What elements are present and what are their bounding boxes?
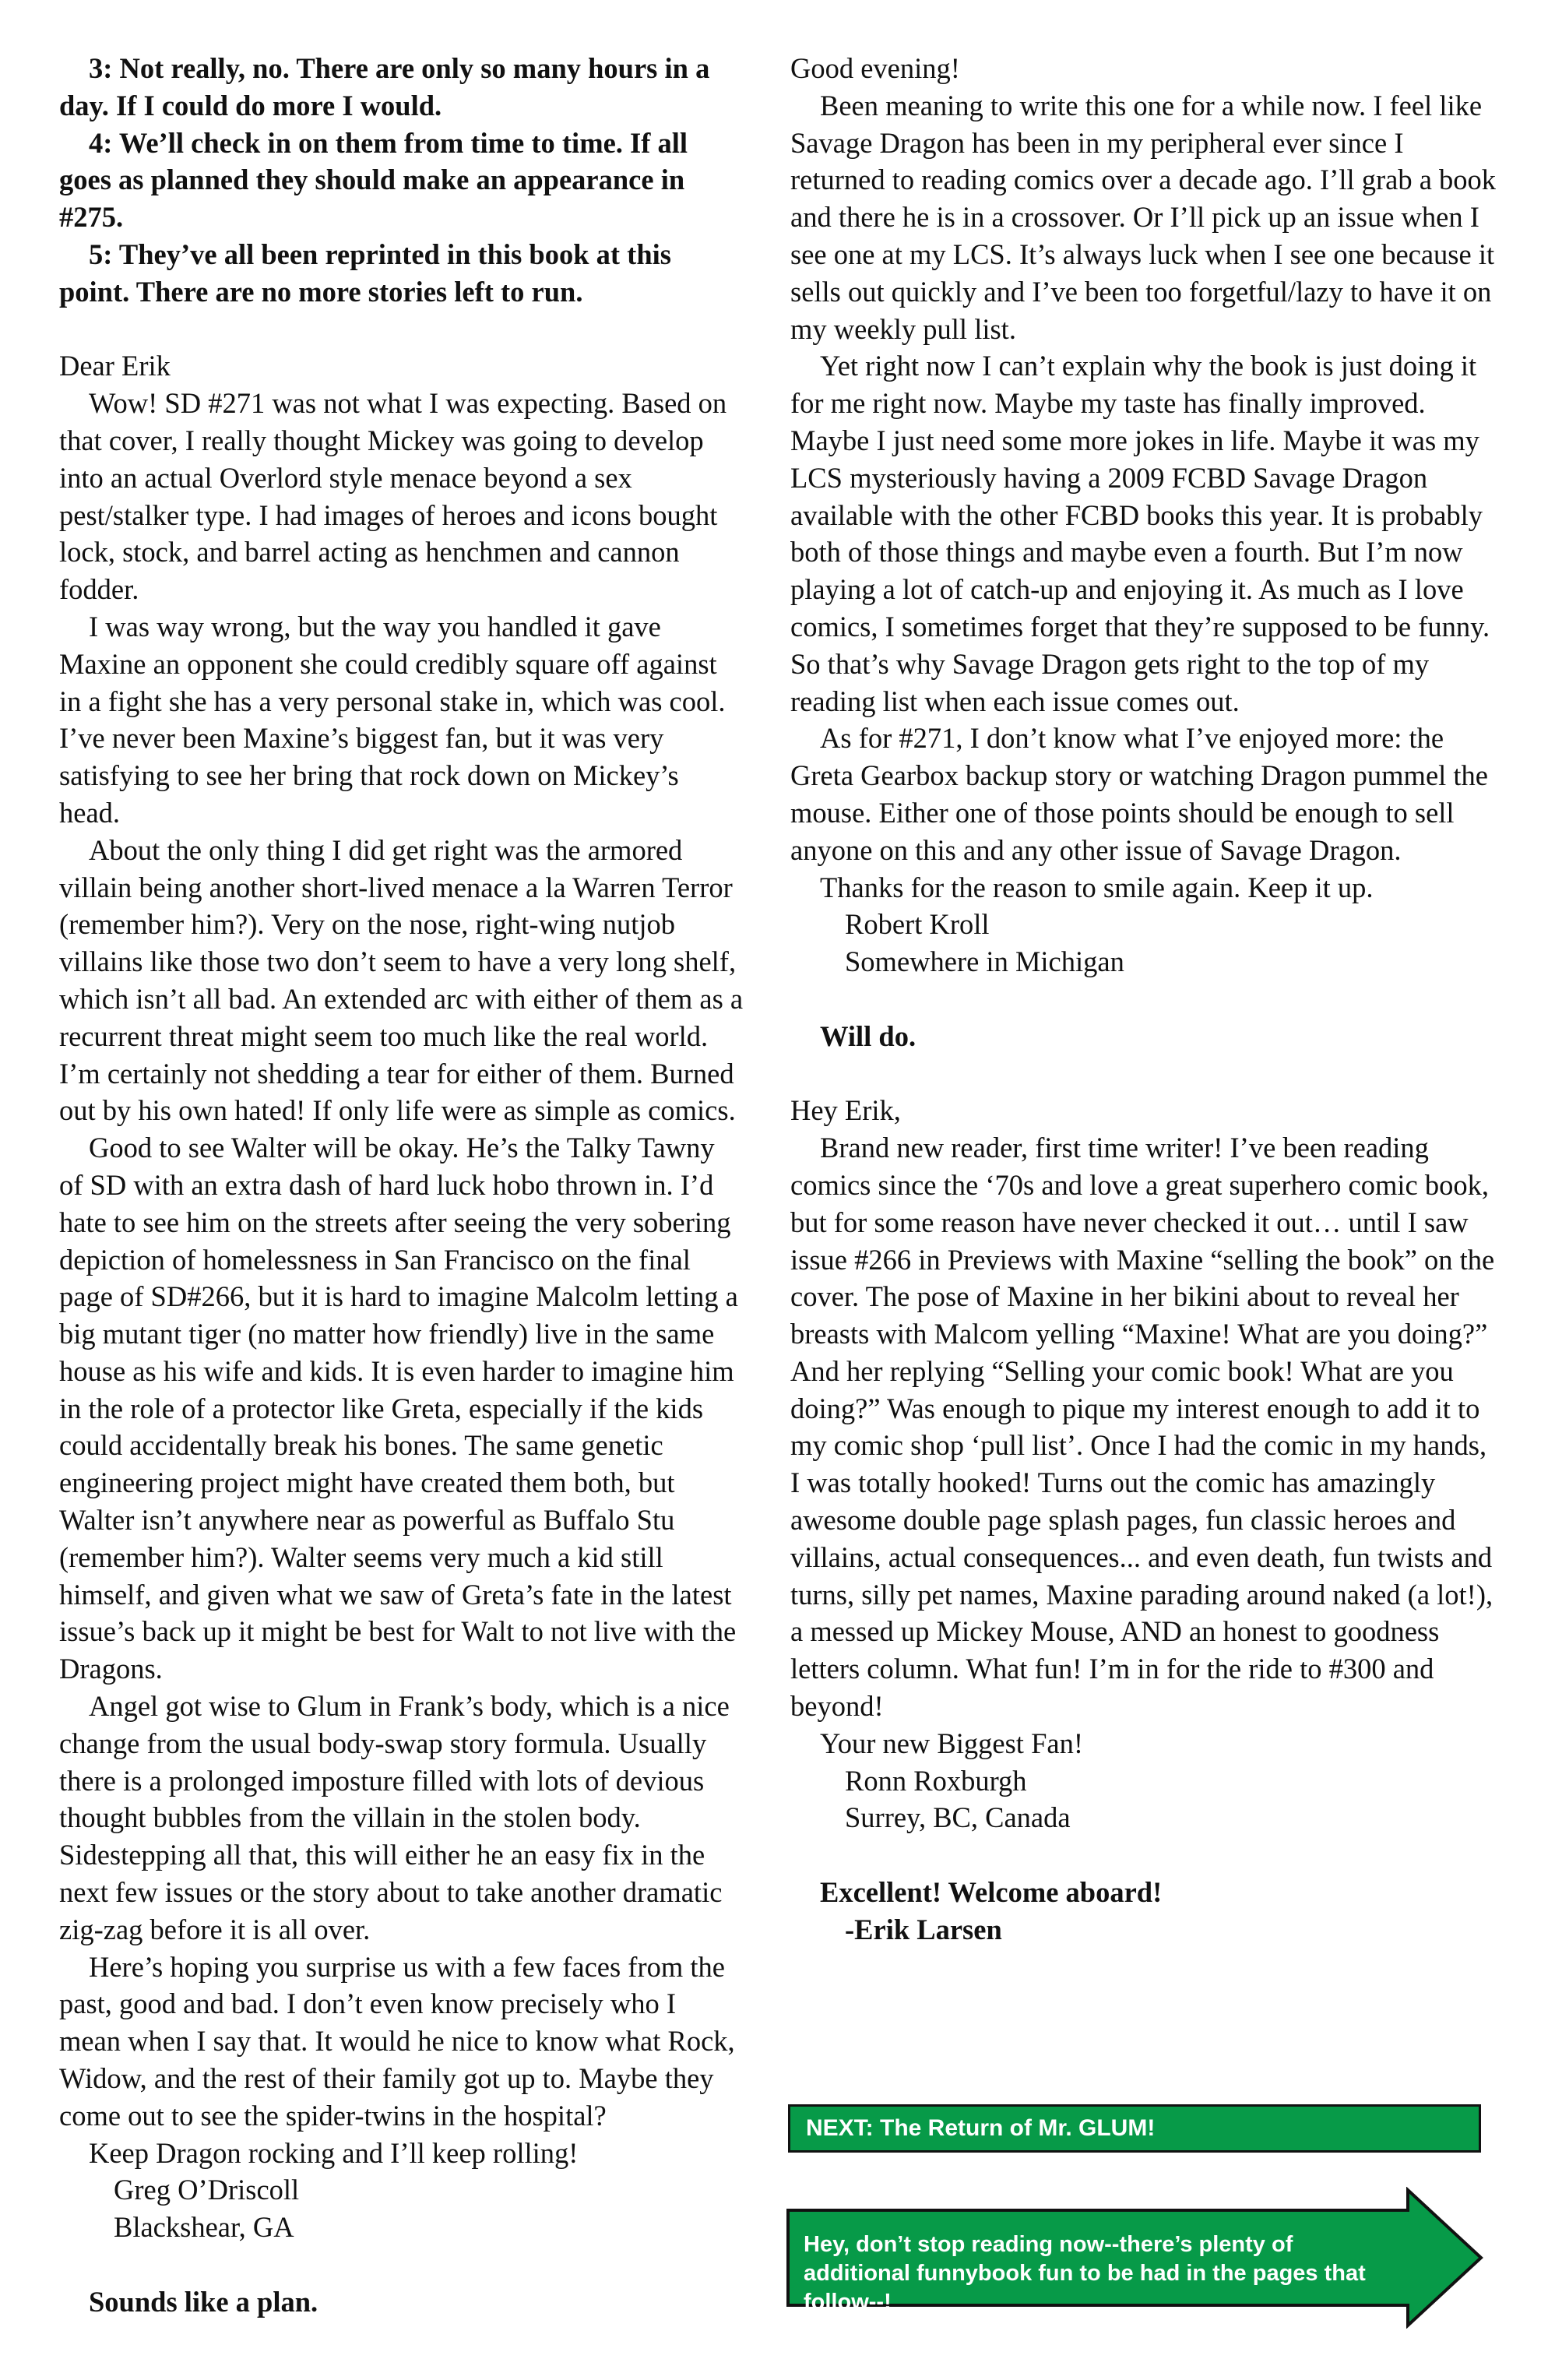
letter-paragraph: As for #271, I don’t know what I’ve enjoyed more: the Greta Gearbox backup story or watching Dragon pummel the mouse. Either one of those points should be enough to sell anyone on this and any other issue of Savage Dragon. [790, 722, 1488, 866]
letter-salutation: Hey Erik, [790, 1094, 901, 1127]
answer-5: 5: They’ve all been reprinted in this book at this point. There are no more stories left to run. [59, 238, 671, 308]
editor-reply: Sounds like a plan. [89, 2285, 318, 2318]
next-issue-banner: NEXT: The Return of Mr. GLUM! [788, 2104, 1481, 2153]
letter-paragraph: Yet right now I can’t explain why the book is just doing it for me right now. Maybe my taste has finally improved. Maybe I just need some more jokes in life. Maybe it was my LCS mysteriously having a 2009 FCBD Savage Dragon available with the other FCBD books this year. It is probably both of those things and maybe even a fourth. But I’m now playing a lot of catch-up and enjoying it. As much as I love comics, I sometimes forget that they’re supposed to be funny. So that’s why Savage Dragon gets right to the top of my reading list when each issue comes out. [790, 350, 1490, 717]
letter-paragraph: Wow! SD #271 was not what I was expecting. Based on that cover, I really thought Mickey was going to develop into an actual Overlord style menace beyond a sex pest/stalker type. I had images of heroes and icons bought lock, stock, and barrel acting as henchmen and cannon fodder. [59, 387, 727, 606]
letter-closing: Thanks for the reason to smile again. Keep it up. [820, 871, 1374, 903]
editor-reply: Will do. [820, 1019, 916, 1052]
letter-signature-name: Robert Kroll [845, 908, 990, 941]
letter-signature-location: Surrey, BC, Canada [845, 1801, 1071, 1834]
letter-closing: Keep Dragon rocking and I’ll keep rolling! [89, 2136, 579, 2169]
letter-paragraph: Good to see Walter will be okay. He’s the Talky Tawny of SD with an extra dash of hard luck hobo thrown in. I’d hate to see him on the streets after seeing the very sobering depiction of homelessness in San Francisco on the final page of SD#266, but it is hard to imagine Malcolm letting a big mutant tiger (no matter how friendly) live in the same house as his wife and kids. It is even harder to imagine him in the role of a protector like Greta, especially if the kids could accidentally break his bones. The same genetic engineering project might have created them both, but Walter isn’t anywhere near as powerful as Buffalo Stu (remember him?). Walter seems very much a kid still himself, and given what we saw of Greta’s fate in the latest issue’s back up it might be best for Walt to not live with the Dragons. [59, 1132, 738, 1685]
letter-signature-location: Somewhere in Michigan [845, 945, 1124, 978]
letter-paragraph: Been meaning to write this one for a while now. I feel like Savage Dragon has been in my peripheral ever since I returned to reading comics over a decade ago. I’ll grab a book and there he is in a crossover. Or I’ll pick up an issue when I see one at my LCS. It’s always luck when I see one because it sells out quickly and I’ve been too forgetful/lazy to have it on my weekly pull list. [790, 89, 1497, 345]
editor-reply: Excellent! Welcome aboard! [820, 1876, 1163, 1909]
letter-signature-name: Greg O’Driscoll [114, 2174, 300, 2206]
letter-paragraph: Here’s hoping you surprise us with a few faces from the past, good and bad. I don’t even know precisely who I mean when I say that. It would he nice to know what Rock, Widow, and the rest of their family got up to. Maybe they come out to see the spider-twins in the hospital? [59, 1950, 735, 2132]
letter-paragraph: Angel got wise to Glum in Frank’s body, which is a nice change from the usual body-swap story formula. Usually there is a prolonged imposture filled with lots of devious thought bubbles from the villain in the stolen body. Sidestepping all that, this will either he an easy fix in the next few issues or the story about to take another dramatic zig-zag before it is all over. [59, 1690, 730, 1945]
letter-closing: Your new Biggest Fan! [820, 1727, 1083, 1759]
answer-3: 3: Not really, no. There are only so many hours in a day. If I could do more I would. [59, 52, 710, 121]
left-column [59, 50, 744, 2321]
editor-signature: -Erik Larsen [845, 1913, 1002, 1945]
answer-4: 4: We’ll check in on them from time to time. If all goes as planned they should make an appearance in #275. [59, 126, 688, 234]
letter-paragraph: I was way wrong, but the way you handled it gave Maxine an opponent she could credibly square off against in a fight she has a very personal stake in, which was cool. I’ve never been Maxine’s biggest fan, but it was very satisfying to see her bring that rock down on Mickey’s head. [59, 610, 726, 829]
letter-signature-location: Blackshear, GA [114, 2211, 294, 2244]
right-column [790, 50, 1499, 1949]
letter-signature-name: Ronn Roxburgh [845, 1764, 1027, 1797]
arrow-banner-text: Hey, don’t stop reading now--there’s plenty of additional funnybook fun to be had in the pages that follow--! [804, 2232, 1366, 2315]
letter-salutation: Dear Erik [59, 350, 171, 382]
letter-paragraph: Brand new reader, first time writer! I’ve been reading comics since the ‘70s and love a great superhero comic book, but for some reason have never checked it out… until I saw issue #266 in Previews with Maxine “selling the book” on the cover. The pose of Maxine in her bikini about to reveal her breasts with Malcom yelling “Maxine! What are you doing?” And her replying “Selling your comic book! What are you doing?” Was enough to pique my interest enough to add it to my comic shop ‘pull list’. Once I had the comic in my hands, I was totally hooked! Turns out the comic has amazingly awesome double page splash pages, fun classic heroes and villains, actual consequences... and even death, fun twists and turns, silly pet names, Maxine parading around naked (a lot!), a messed up Mickey Mouse, AND an honest to goodness letters column. What fun! I’m in for the ride to #300 and beyond! [790, 1132, 1495, 1723]
letter-salutation: Good evening! [790, 52, 960, 84]
letter-paragraph: About the only thing I did get right was the armored villain being another short-lived menace a la Warren Terror (remember him?). Very on the nose, right-wing nutjob villains like those two don’t seem to have a very long shelf, which isn’t all bad. An extended arc with either of them as a recurrent threat might seem too much like the real world. I’m certainly not shedding a tear for either of them. Burned out by his own hated! If only life were as simple as comics. [59, 833, 744, 1127]
